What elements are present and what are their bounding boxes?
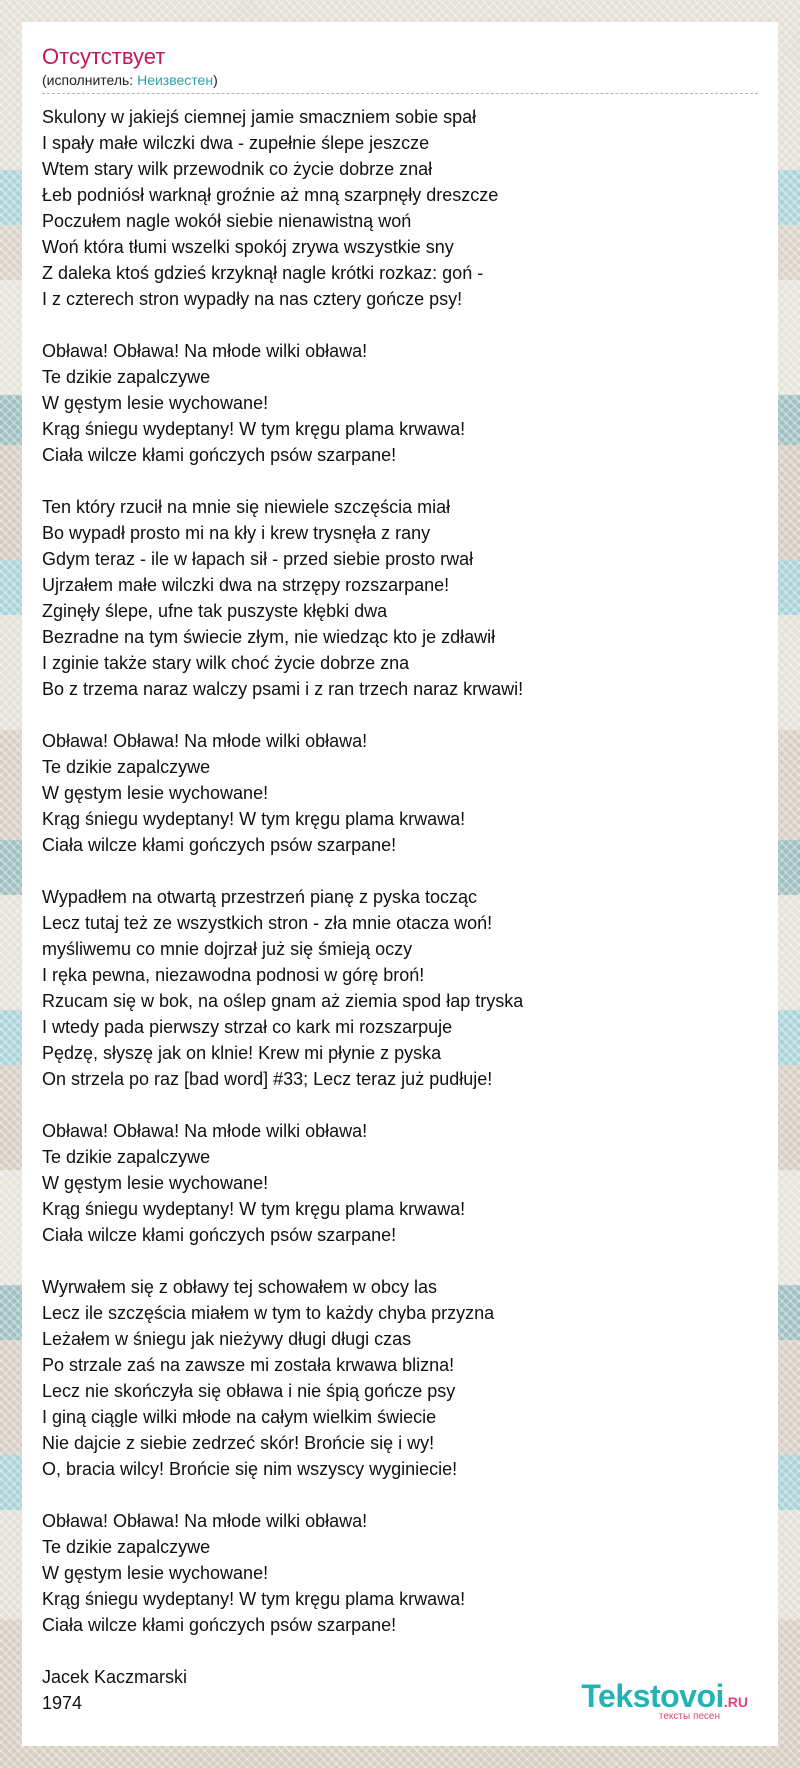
lyrics-line: Poczułem nagle wokół siebie nienawistną woń (42, 211, 412, 231)
lyrics-line: Lecz tutaj też ze wszystkich stron - zła mnie otacza woń! (42, 913, 493, 933)
site-logo[interactable] (581, 1678, 748, 1722)
lyrics-line: Te dzikie zapalczywe (42, 1537, 211, 1557)
lyrics-line: Wypadłem na otwartą przestrzeń pianę z pyska tocząc (42, 887, 478, 907)
lyrics-line: I giną ciągle wilki młode na całym wielkim świecie (42, 1407, 437, 1427)
lyrics-line: Zginęły ślepe, ufne tak puszyste kłębki dwa (42, 601, 388, 621)
artist-line (42, 71, 758, 94)
lyrics-line: Ciała wilcze kłami gończych psów szarpane! (42, 1225, 397, 1245)
lyrics-line: I spały małe wilczki dwa - zupełnie ślepe jeszcze (42, 133, 430, 153)
lyrics-line: Te dzikie zapalczywe (42, 367, 211, 387)
lyrics-line: Ciała wilcze kłami gończych psów szarpane! (42, 445, 397, 465)
lyrics-line: myśliwemu co mnie dojrzał już się śmieją oczy (42, 939, 413, 959)
lyrics-line: Obława! Obława! Na młode wilki obława! (42, 1121, 368, 1141)
lyrics-line: Krąg śniegu wydeptany! W tym kręgu plama krwawa! (42, 419, 466, 439)
lyrics-line: Woń która tłumi wszelki spokój zrywa wszystkie sny (42, 237, 454, 257)
lyrics-card (22, 22, 778, 1746)
lyrics-line: W gęstym lesie wychowane! (42, 783, 269, 803)
lyrics-line: Łeb podniósł warknął groźnie aż mną szarpnęły dreszcze (42, 185, 499, 205)
song-title: Отсутствует (42, 44, 166, 69)
lyrics-stanza (42, 1118, 758, 1248)
lyrics-line: O, bracia wilcy! Brońcie się nim wszyscy wyginiecie! (42, 1459, 458, 1479)
lyrics-stanza (42, 884, 758, 1092)
lyrics-line: Ciała wilcze kłami gończych psów szarpane! (42, 835, 397, 855)
artist-suffix: ) (213, 72, 218, 88)
lyrics-body (42, 104, 758, 1638)
lyrics-line: Krąg śniegu wydeptany! W tym kręgu plama krwawa! (42, 1199, 466, 1219)
credit-year: 1974 (42, 1693, 83, 1713)
lyrics-line: I zginie także stary wilk choć życie dobrze zna (42, 653, 410, 673)
lyrics-stanza (42, 728, 758, 858)
lyrics-line: Ten który rzucił na mnie się niewiele szczęścia miał (42, 497, 451, 517)
lyrics-line: Bezradne na tym świecie złym, nie wiedząc kto je zdławił (42, 627, 496, 647)
lyrics-line: I wtedy pada pierwszy strzał co kark mi rozszarpuje (42, 1017, 453, 1037)
lyrics-line: Bo wypadł prosto mi na kły i krew trysnęła z rany (42, 523, 431, 543)
logo-tagline: тексты песен (658, 1711, 720, 1722)
lyrics-stanza (42, 1508, 758, 1638)
lyrics-line: Krąg śniegu wydeptany! W tym kręgu plama krwawa! (42, 809, 466, 829)
lyrics-stanza (42, 1274, 758, 1482)
credit-author: Jacek Kaczmarski (42, 1667, 188, 1687)
artist-prefix: (исполнитель: (42, 72, 138, 88)
lyrics-line: Obława! Obława! Na młode wilki obława! (42, 341, 368, 361)
lyrics-line: Wyrwałem się z obławy tej schowałem w obcy las (42, 1277, 437, 1297)
lyrics-line: Skulony w jakiejś ciemnej jamie smaczniem sobie spał (42, 107, 477, 127)
lyrics-line: Nie dajcie z siebie zedrzeć skór! Brońcie się i wy! (42, 1433, 435, 1453)
lyrics-stanza (42, 338, 758, 468)
lyrics-line: Z daleka ktoś gdzieś krzyknął nagle krótki rozkaz: goń - (42, 263, 484, 283)
lyrics-line: Krąg śniegu wydeptany! W tym kręgu plama krwawa! (42, 1589, 466, 1609)
lyrics-line: Ciała wilcze kłami gończych psów szarpane! (42, 1615, 397, 1635)
lyrics-line: Rzucam się w bok, na oślep gnam aż ziemia spod łap tryska (42, 991, 524, 1011)
lyrics-line: Ujrzałem małe wilczki dwa na strzępy rozszarpane! (42, 575, 450, 595)
lyrics-line: Obława! Obława! Na młode wilki obława! (42, 1511, 368, 1531)
logo-domain: .RU (723, 1694, 748, 1710)
lyrics-line: Gdym teraz - ile w łapach sił - przed siebie prosto rwał (42, 549, 474, 569)
artist-link[interactable]: Неизвестен (137, 72, 214, 88)
lyrics-line: Te dzikie zapalczywe (42, 1147, 211, 1167)
lyrics-line: Lecz nie skończyła się obława i nie śpią gończe psy (42, 1381, 456, 1401)
lyrics-line: Te dzikie zapalczywe (42, 757, 211, 777)
lyrics-stanza (42, 494, 758, 702)
lyrics-line: W gęstym lesie wychowane! (42, 1563, 269, 1583)
lyrics-line: Wtem stary wilk przewodnik co życie dobrze znał (42, 159, 433, 179)
lyrics-line: Lecz ile szczęścia miałem w tym to każdy chyba przyzna (42, 1303, 495, 1323)
lyrics-line: Bo z trzema naraz walczy psami i z ran trzech naraz krwawi! (42, 679, 524, 699)
lyrics-line: I z czterech stron wypadły na nas cztery gończe psy! (42, 289, 463, 309)
logo-main-text: Tekstovoi (581, 1678, 724, 1714)
lyrics-line: Pędzę, słyszę jak on klnie! Krew mi płynie z pyska (42, 1043, 442, 1063)
lyrics-line: Obława! Obława! Na młode wilki obława! (42, 731, 368, 751)
lyrics-line: W gęstym lesie wychowane! (42, 393, 269, 413)
lyrics-line: I ręka pewna, niezawodna podnosi w górę broń! (42, 965, 425, 985)
lyrics-line: W gęstym lesie wychowane! (42, 1173, 269, 1193)
lyrics-line: Leżałem w śniegu jak nieżywy długi długi czas (42, 1329, 412, 1349)
lyrics-line: Po strzale zaś na zawsze mi została krwawa blizna! (42, 1355, 455, 1375)
lyrics-line: On strzela po raz [bad word] #33; Lecz teraz już pudłuje! (42, 1069, 493, 1089)
lyrics-stanza (42, 104, 758, 312)
